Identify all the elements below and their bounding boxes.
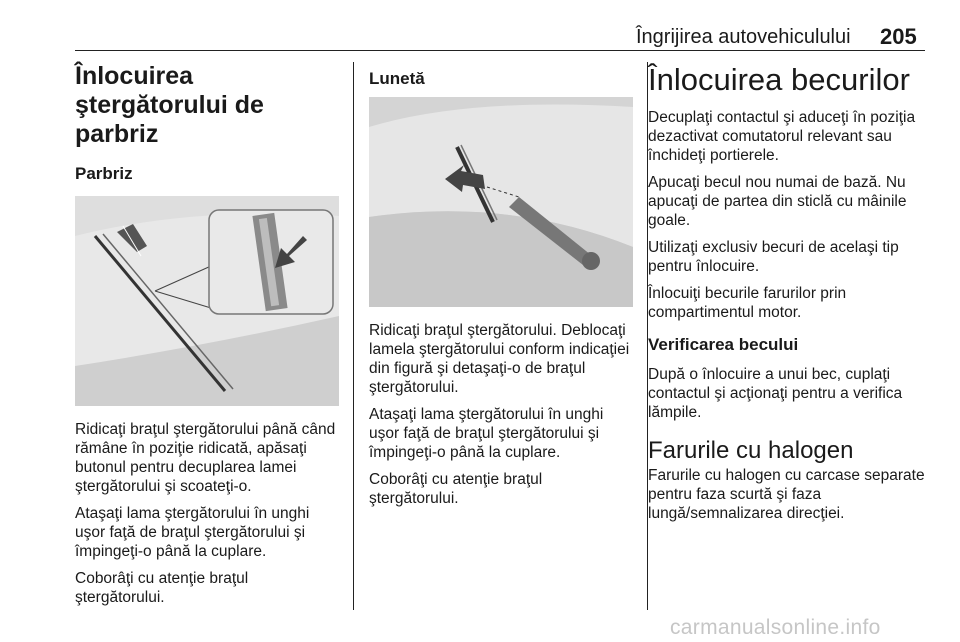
section-heading-wiper: Înlocuirea ştergătorului de parbriz [75, 62, 264, 148]
paragraph: După o înlocuire a unui bec, cuplaţi contactul şi acţionaţi pentru a verifica lămpile. [648, 366, 903, 421]
section-heading-bulbs: Înlocuirea becurilor [648, 62, 910, 97]
paragraph: Înlocuiţi becurile farurilor prin compartimentul motor. [648, 285, 847, 321]
subheading-halogen: Farurile cu halogen [648, 437, 854, 464]
column-bulbs [648, 62, 928, 531]
paragraph: Coborâţi cu atenţie braţul ştergătorului. [369, 471, 543, 507]
rear-window-instructions [369, 321, 635, 508]
subheading-windshield: Parbriz [75, 164, 133, 183]
paragraph: Utilizaţi exclusiv becuri de acelaşi tip pentru înlocuire. [648, 239, 899, 275]
paragraph: Apucaţi becul nou numai de bază. Nu apucaţi de partea din sticlă cu mâinile goale. [648, 174, 907, 229]
column-rear-window [369, 62, 635, 516]
paragraph: Ridicaţi braţul ştergătorului până când rămâne în poziţie ridicată, apăsaţi butonul pentru decuplarea lamei ştergătorului şi scoateţi-o. [75, 421, 336, 495]
paragraph: Coborâţi cu atenţie braţul ştergătorului. [75, 570, 249, 606]
paragraph: Ridicaţi braţul ştergătorului. Deblocaţi lamela ştergătorului conform indicaţiei din figură şi detaşaţi-o de braţul ştergătorului. [369, 322, 630, 396]
running-header-title: Îngrijirea autovehiculului [636, 26, 851, 48]
column-divider-1 [353, 62, 354, 610]
subheading-rear-window: Lunetă [369, 69, 425, 88]
windshield-wiper-release-illustration [75, 196, 339, 406]
watermark: carmanualsonline.info [670, 616, 881, 639]
windshield-wiper-figure [75, 196, 339, 406]
paragraph: Ataşaţi lama ştergătorului în unghi uşor faţă de braţul ştergătorului şi împingeţi-o până la cuplare. [369, 406, 604, 461]
paragraph: Farurile cu halogen cu carcase separate pentru faza scurtă şi faza lungă/semnalizarea direcţiei. [648, 467, 925, 522]
page-number: 205 [880, 24, 917, 49]
column-windshield [75, 62, 341, 615]
paragraph: Ataşaţi lama ştergătorului în unghi uşor faţă de braţul ştergătorului şi împingeţi-o până la cuplare. [75, 505, 310, 560]
windshield-instructions [75, 420, 341, 607]
subheading-bulb-check: Verificarea becului [648, 335, 799, 354]
rear-wiper-figure [369, 97, 633, 307]
bulb-instructions [648, 108, 928, 322]
paragraph: Decuplaţi contactul şi aduceţi în poziţia dezactivat comutatorul relevant sau închideţi portierele. [648, 109, 916, 164]
header-divider [75, 50, 925, 51]
rear-wiper-removal-illustration [369, 97, 633, 307]
